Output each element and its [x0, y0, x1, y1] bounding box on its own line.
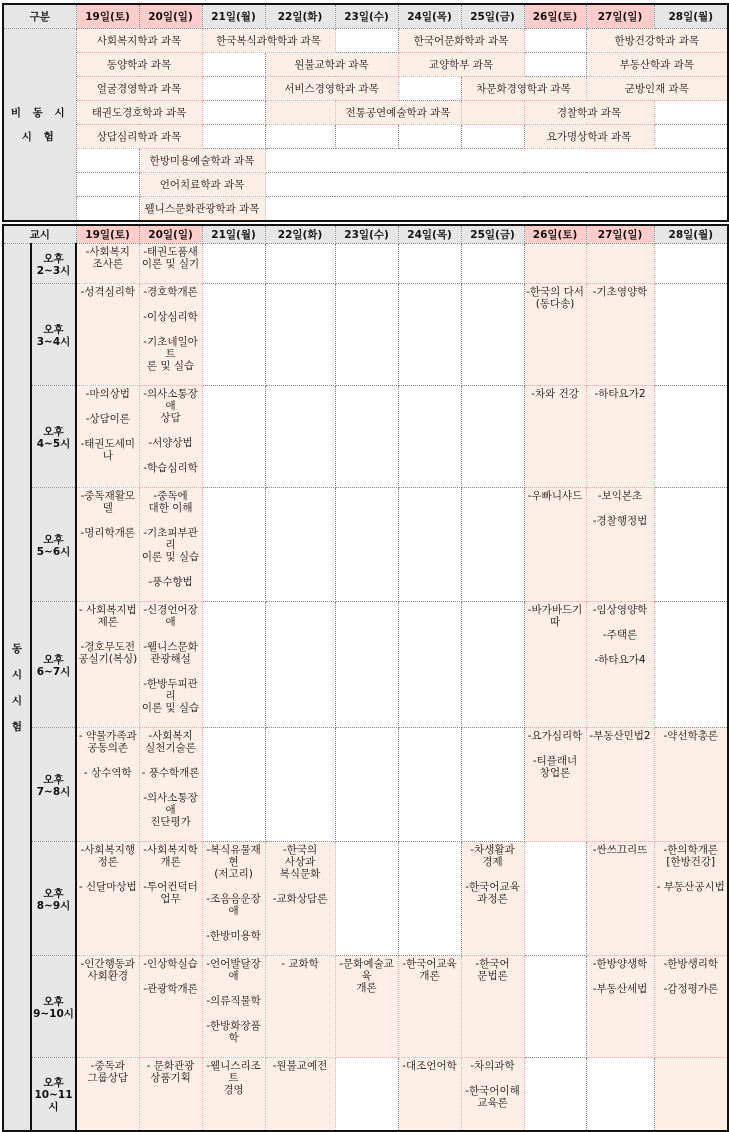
empty-cell — [398, 77, 461, 101]
exam-cell — [265, 284, 335, 386]
day-header: 19일(토) — [76, 4, 139, 29]
header-period: 교시 — [3, 225, 76, 244]
subject-cell: 상담심리학과 과목 — [76, 125, 202, 149]
exam-subject: -관광학개론 — [143, 983, 198, 995]
exam-cell — [76, 956, 139, 1058]
day-header: 19일(토) — [76, 225, 139, 244]
section-label-non-simultaneous: 비 동 시 시 험 — [3, 29, 76, 222]
exam-subject: -언어발달장애 — [206, 958, 261, 982]
exam-subject: -사회복지학 개론 — [143, 844, 198, 868]
exam-cell — [398, 728, 461, 842]
exam-subject: -임상영양학 — [592, 604, 648, 616]
exam-cell — [524, 244, 586, 284]
exam-subject: - 신달마상법 — [78, 881, 137, 893]
empty-cell — [335, 125, 398, 149]
exam-cell — [398, 244, 461, 284]
day-header: 20일(일) — [139, 4, 202, 29]
section-label-char: 시 — [11, 694, 23, 707]
time-slot-label: 오후 3~4시 — [31, 284, 76, 386]
empty-cell — [398, 125, 461, 149]
exam-cell — [335, 1058, 398, 1131]
empty-cell — [76, 173, 139, 197]
empty-cell — [654, 101, 728, 125]
exam-subject: -경호학개론 — [143, 286, 198, 298]
exam-cell — [524, 602, 586, 728]
exam-cell — [265, 386, 335, 488]
exam-subject: -의사소통장애 진단평가 — [143, 792, 198, 828]
exam-subject: - 사회복지법제론 — [78, 604, 137, 628]
exam-subject: -인상학실습 — [143, 958, 198, 970]
section-label-char: 동 — [11, 642, 23, 655]
exam-subject: -한국어이해 교육론 — [465, 1085, 520, 1109]
exam-cell — [335, 284, 398, 386]
exam-subject: -한국의 사상과 복식문화 — [279, 844, 321, 880]
exam-subject: -명리학개론 — [80, 527, 136, 539]
empty-cell — [265, 101, 335, 125]
exam-cell — [398, 842, 461, 956]
exam-cell — [139, 728, 202, 842]
subject-cell: 전통공연예술학과 과목 — [335, 101, 461, 125]
exam-cell — [461, 956, 524, 1058]
time-slot-label: 오후 9~10시 — [31, 956, 76, 1058]
exam-subject: -의사소통장애 상담 — [143, 388, 198, 424]
day-header: 28일(월) — [654, 4, 728, 29]
day-header: 24일(목) — [398, 225, 461, 244]
exam-subject: -요가심리학 — [527, 730, 583, 742]
exam-subject: -상담이론 — [85, 413, 130, 425]
exam-cell — [461, 488, 524, 602]
empty-cell — [524, 53, 586, 77]
subject-cell: 언어치료학과 과목 — [139, 173, 265, 197]
exam-cell — [461, 728, 524, 842]
exam-cell — [202, 244, 265, 284]
exam-cell — [202, 386, 265, 488]
exam-subject: -차생활과 경제 — [470, 844, 515, 868]
exam-subject: -중독재활모델 — [80, 490, 136, 514]
day-header: 26일(토) — [524, 4, 586, 29]
bottom-header-row — [3, 225, 728, 244]
section-label-char: 험 — [11, 720, 23, 733]
subject-cell: 차문화경영학과 과목 — [461, 77, 586, 101]
exam-cell — [398, 956, 461, 1058]
exam-cell — [398, 602, 461, 728]
exam-subject: -조음음운장애 — [206, 893, 261, 917]
exam-cell — [586, 386, 654, 488]
exam-cell — [202, 728, 265, 842]
exam-subject: -바가바드기따 — [527, 604, 583, 628]
exam-cell — [586, 488, 654, 602]
non-simultaneous-exam-table — [2, 3, 729, 222]
exam-cell — [586, 842, 654, 956]
exam-cell — [654, 284, 728, 386]
empty-cell — [76, 197, 139, 222]
exam-subject: -복식유물재현 (저고리) — [206, 844, 261, 880]
exam-cell — [76, 842, 139, 956]
exam-cell — [139, 488, 202, 602]
exam-subject: -기초네일아트 론 및 실습 — [143, 336, 198, 372]
exam-cell — [654, 602, 728, 728]
subject-cell: 원불교학과 과목 — [265, 53, 398, 77]
empty-cell — [265, 125, 335, 149]
day-header: 27일(일) — [586, 225, 654, 244]
subject-cell: 사회복지학과 과목 — [76, 29, 202, 53]
exam-cell — [76, 602, 139, 728]
subject-cell: 한방미용예술학과 과목 — [139, 149, 265, 173]
subject-cell: 얼굴경영학과 과목 — [76, 77, 202, 101]
exam-cell — [76, 1058, 139, 1131]
exam-cell — [586, 284, 654, 386]
exam-subject: - 부동산공시법 — [656, 881, 725, 893]
exam-subject: - 교화학 — [281, 958, 319, 970]
time-slot-label: 오후 10~11시 — [31, 1058, 76, 1131]
exam-subject: -한국어 문법론 — [475, 958, 510, 982]
exam-cell — [524, 842, 586, 956]
header-category: 구분 — [3, 4, 76, 29]
exam-subject: -사회복지행 정론 — [80, 844, 136, 868]
exam-cell — [202, 1058, 265, 1131]
subject-cell: 군방인재 과목 — [586, 77, 728, 101]
exam-subject: - 풍수학개론 — [141, 767, 200, 779]
exam-subject: -문화예술교육 개론 — [339, 958, 394, 994]
exam-subject: -경찰행정법 — [592, 515, 648, 527]
exam-cell — [654, 728, 728, 842]
exam-subject: -한방생리학 — [663, 958, 719, 970]
exam-cell — [461, 842, 524, 956]
exam-cell — [335, 488, 398, 602]
subject-cell: 동양학과 과목 — [76, 53, 202, 77]
exam-cell — [654, 244, 728, 284]
empty-cell — [654, 125, 728, 149]
exam-cell — [335, 956, 398, 1058]
time-slot-label: 오후 8~9시 — [31, 842, 76, 956]
time-slot-label: 오후 2~3시 — [31, 244, 76, 284]
empty-cell — [265, 149, 728, 173]
exam-subject: -태권도품새 이론 및 실기 — [141, 246, 200, 270]
empty-cell — [76, 149, 139, 173]
exam-cell — [265, 244, 335, 284]
empty-cell — [335, 29, 398, 53]
subject-cell: 요가명상학과 과목 — [524, 125, 654, 149]
exam-subject: -주택론 — [602, 629, 638, 641]
exam-subject: -학습심리학 — [143, 462, 198, 474]
exam-cell — [265, 1058, 335, 1131]
exam-cell — [202, 956, 265, 1058]
exam-cell — [524, 956, 586, 1058]
exam-cell — [524, 488, 586, 602]
time-slot-row — [3, 488, 728, 602]
exam-cell — [265, 842, 335, 956]
exam-cell — [398, 386, 461, 488]
exam-subject: -사회복지 조사론 — [85, 246, 130, 270]
exam-subject: -대조언어학 — [402, 1060, 457, 1072]
exam-cell — [398, 488, 461, 602]
exam-cell — [202, 602, 265, 728]
exam-cell — [139, 244, 202, 284]
exam-cell — [265, 602, 335, 728]
exam-subject: -차와 건강 — [531, 388, 579, 400]
exam-cell — [76, 244, 139, 284]
exam-cell — [139, 956, 202, 1058]
time-slot-row — [3, 244, 728, 284]
exam-cell — [76, 488, 139, 602]
empty-cell — [461, 101, 524, 125]
exam-cell — [139, 602, 202, 728]
day-header: 20일(일) — [139, 225, 202, 244]
time-slot-row — [3, 728, 728, 842]
exam-subject: - 문화관광 상품기획 — [146, 1060, 195, 1084]
exam-subject: - 상수역학 — [83, 767, 132, 779]
empty-cell — [202, 77, 265, 101]
empty-cell — [202, 101, 265, 125]
exam-cell — [586, 244, 654, 284]
exam-cell — [265, 728, 335, 842]
time-slot-label: 오후 4~5시 — [31, 386, 76, 488]
exam-cell — [202, 284, 265, 386]
time-slot-label: 오후 7~8시 — [31, 728, 76, 842]
exam-cell — [139, 1058, 202, 1131]
exam-subject: -한방미용학 — [206, 930, 261, 942]
exam-cell — [654, 1058, 728, 1131]
exam-cell — [139, 842, 202, 956]
day-header: 24일(목) — [398, 4, 461, 29]
exam-cell — [654, 842, 728, 956]
time-slot-row — [3, 1058, 728, 1131]
day-header: 27일(일) — [586, 4, 654, 29]
exam-cell — [586, 728, 654, 842]
simultaneous-exam-table — [2, 224, 729, 1132]
exam-cell — [76, 284, 139, 386]
exam-subject: -차의과학 — [470, 1060, 515, 1072]
exam-cell — [335, 602, 398, 728]
section-label-char: 시 — [11, 668, 23, 681]
exam-cell — [461, 1058, 524, 1131]
subject-cell: 서비스경영학과 과목 — [265, 77, 398, 101]
exam-cell — [461, 284, 524, 386]
exam-subject: -부동산민법2 — [589, 730, 651, 742]
exam-subject: -한국어교육 과정론 — [465, 881, 520, 905]
exam-subject: -태권도세미나 — [80, 438, 136, 462]
subject-cell: 한국복식과학학과 과목 — [202, 29, 335, 53]
exam-cell — [586, 1058, 654, 1131]
subject-cell: 한방건강학과 과목 — [586, 29, 728, 53]
time-slot-row — [3, 386, 728, 488]
exam-subject: -투어컨덕터 업무 — [143, 881, 198, 905]
exam-cell — [654, 386, 728, 488]
subject-cell: 교양학부 과목 — [398, 53, 524, 77]
subject-cell: 한국어문화학과 과목 — [398, 29, 524, 53]
exam-cell — [202, 842, 265, 956]
exam-cell — [654, 956, 728, 1058]
exam-cell — [586, 956, 654, 1058]
exam-subject: -인간행동과 사회환경 — [80, 958, 136, 982]
empty-cell — [202, 53, 265, 77]
exam-subject: -중독과 그룹상담 — [87, 1060, 129, 1084]
time-slot-row — [3, 602, 728, 728]
empty-cell — [265, 197, 728, 222]
exam-cell — [265, 488, 335, 602]
exam-subject: -성격심리학 — [80, 286, 136, 298]
subject-cell: 웰니스문화관광학과 과목 — [139, 197, 265, 222]
exam-cell — [335, 842, 398, 956]
exam-cell — [398, 284, 461, 386]
exam-subject: -감정평가론 — [663, 983, 719, 995]
exam-subject: -약선학총론 — [663, 730, 719, 742]
exam-subject: -서양상법 — [148, 437, 193, 449]
day-header: 26일(토) — [524, 225, 586, 244]
exam-subject: -우빠니샤드 — [527, 490, 583, 502]
exam-cell — [461, 244, 524, 284]
exam-cell — [139, 284, 202, 386]
subject-cell: 경찰학과 과목 — [524, 101, 654, 125]
exam-cell — [265, 956, 335, 1058]
time-slot-label: 오후 6~7시 — [31, 602, 76, 728]
empty-cell — [524, 29, 586, 53]
exam-cell — [335, 728, 398, 842]
subject-cell: 태권도경호학과 과목 — [76, 101, 202, 125]
exam-subject: -하타요가2 — [594, 388, 646, 400]
exam-subject: -한방화장품학 — [206, 1020, 261, 1044]
exam-cell — [524, 386, 586, 488]
exam-cell — [335, 244, 398, 284]
exam-cell — [654, 488, 728, 602]
time-slot-label: 오후 5~6시 — [31, 488, 76, 602]
exam-subject: -기초피부관리 이론 및 실습 — [141, 527, 200, 563]
exam-subject: -경호무도전 공실기(복싱) — [78, 641, 138, 665]
exam-cell — [76, 728, 139, 842]
top-header-row — [3, 4, 728, 29]
exam-subject: -한방양생학 — [592, 958, 648, 970]
exam-cell — [586, 602, 654, 728]
exam-subject: -한방두피관리 이론 및 실습 — [141, 678, 200, 714]
exam-subject: -사회복지 실천기술론 — [145, 730, 196, 754]
day-header: 25일(금) — [461, 225, 524, 244]
exam-cell — [524, 284, 586, 386]
exam-subject: - 약물가족과 공동의존 — [78, 730, 137, 754]
day-header: 23일(수) — [335, 4, 398, 29]
empty-cell — [461, 125, 524, 149]
day-header: 22일(화) — [265, 4, 335, 29]
exam-subject: -웰니스리조트 경영 — [206, 1060, 261, 1096]
exam-subject: -싼쓰끄리뜨 — [592, 844, 648, 856]
exam-subject: -부동산세법 — [592, 983, 648, 995]
exam-cell — [139, 386, 202, 488]
exam-subject: -중독에 대한 이해 — [148, 490, 193, 514]
exam-subject: -하타요가4 — [594, 654, 646, 666]
day-header: 22일(화) — [265, 225, 335, 244]
exam-subject: -한의학개론 [한방건강] — [663, 844, 719, 868]
time-slot-row — [3, 842, 728, 956]
exam-cell — [524, 728, 586, 842]
exam-cell — [524, 1058, 586, 1131]
empty-cell — [265, 173, 728, 197]
exam-subject: -마의상법 — [85, 388, 130, 400]
exam-subject: -의류직물학 — [206, 995, 261, 1007]
exam-subject: -원불교예전 — [272, 1060, 328, 1072]
subject-cell: 부동산학과 과목 — [586, 53, 728, 77]
exam-subject: -한국의 다서 (동다송) — [526, 286, 584, 310]
exam-subject: -이상심리학 — [143, 311, 198, 323]
section-label-simultaneous — [3, 244, 31, 1131]
exam-cell — [202, 488, 265, 602]
exam-subject: -보익본초 — [597, 490, 643, 502]
exam-cell — [461, 602, 524, 728]
time-slot-row — [3, 284, 728, 386]
day-header: 25일(금) — [461, 4, 524, 29]
time-slot-row — [3, 956, 728, 1058]
exam-cell — [461, 386, 524, 488]
exam-subject: -신경언어장애 — [143, 604, 198, 628]
exam-subject: -교화상담론 — [272, 893, 328, 905]
exam-cell — [335, 386, 398, 488]
day-header: 23일(수) — [335, 225, 398, 244]
day-header: 21일(월) — [202, 4, 265, 29]
exam-cell — [76, 386, 139, 488]
exam-subject: -풍수향법 — [148, 576, 193, 588]
exam-subject: -기초영양학 — [592, 286, 648, 298]
empty-cell — [202, 125, 265, 149]
day-header: 28일(월) — [654, 225, 728, 244]
exam-cell — [398, 1058, 461, 1131]
exam-subject: -한국어교육 개론 — [402, 958, 457, 982]
exam-subject: -웰니스문화 관광해설 — [143, 641, 198, 665]
day-header: 21일(월) — [202, 225, 265, 244]
exam-subject: -티플래너 창업론 — [532, 755, 578, 779]
